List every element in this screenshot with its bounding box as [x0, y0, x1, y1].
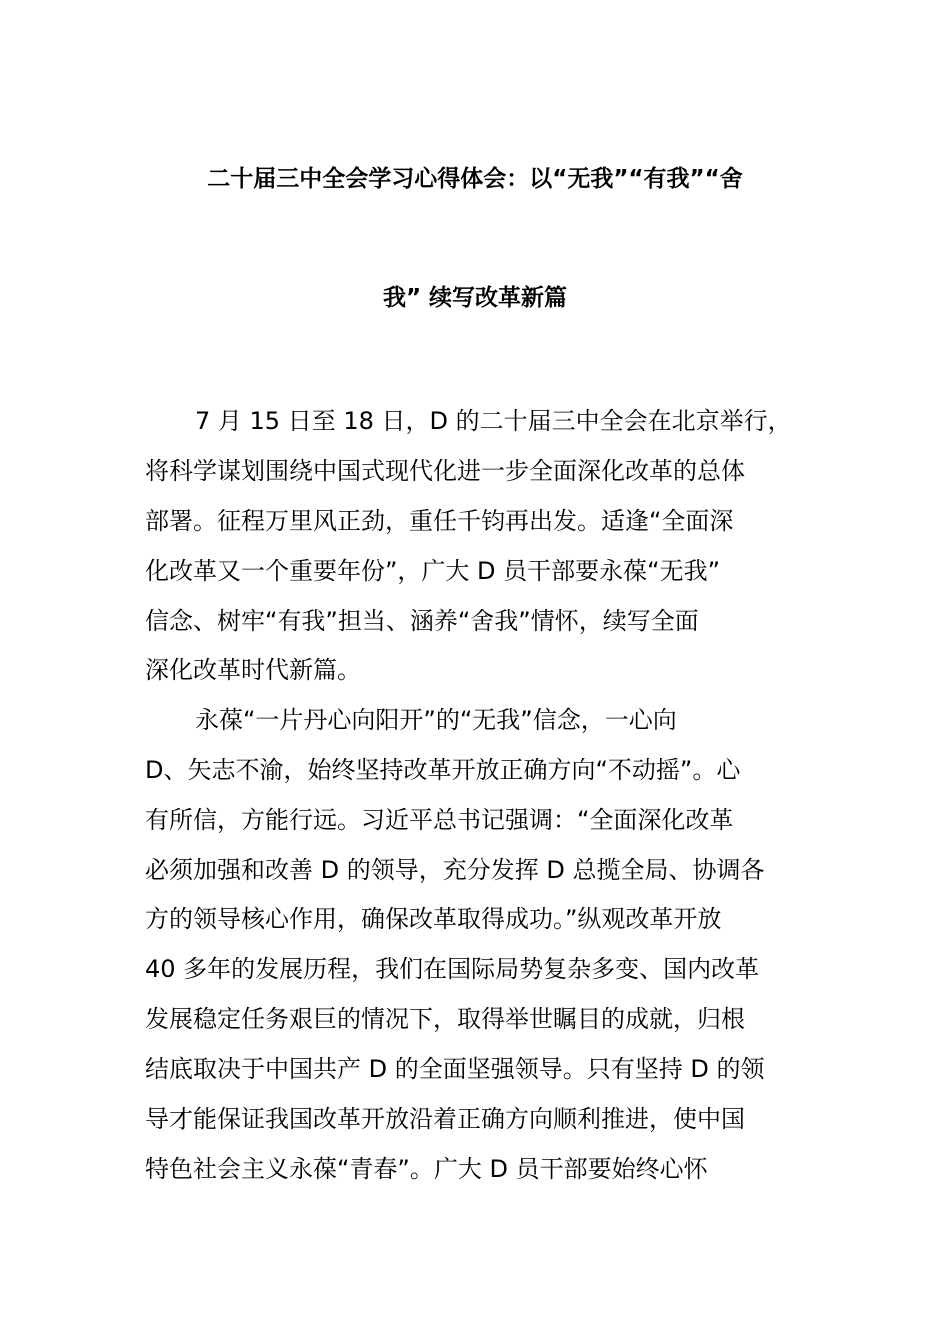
paragraph-2-line-9: 导才能保证我国改革开放沿着正确方向顺利推进，使中国: [145, 1105, 745, 1133]
paragraph-2-line-5: 方的领导核心作用，确保改革取得成功。”纵观改革开放: [145, 905, 722, 933]
paragraph-2-line-10: 特色社会主义永葆“青春”。广大 D 员干部要始终心怀: [145, 1155, 708, 1183]
document-title-line-1: 二十届三中全会学习心得体会：以“无我”“有我”“舍: [207, 166, 743, 192]
paragraph-1-line-6: 深化改革时代新篇。: [145, 656, 361, 684]
paragraph-2-line-6: 40 多年的发展历程，我们在国际局势复杂多变、国内改革: [145, 955, 760, 983]
paragraph-1-line-1: 7 月 15 日至 18 日，D 的二十届三中全会在北京举行，: [195, 407, 792, 435]
paragraph-1-line-3: 部署。征程万里风正劲，重任千钧再出发。适逢“全面深: [145, 507, 734, 535]
paragraph-2-line-4: 必须加强和改善 D 的领导，充分发挥 D 总揽全局、协调各: [145, 856, 765, 884]
paragraph-1-line-4: 化改革又一个重要年份”，广大 D 员干部要永葆“无我”: [145, 557, 721, 585]
paragraph-2-line-3: 有所信，方能行远。习近平总书记强调：“全面深化改革: [145, 806, 734, 834]
paragraph-2-line-8: 结底取决于中国共产 D 的全面坚强领导。只有坚持 D 的领: [145, 1055, 765, 1083]
paragraph-1-line-2: 将科学谋划围绕中国式现代化进一步全面深化改革的总体: [145, 457, 745, 485]
paragraph-2-line-2: D、矢志不渝，始终坚持改革开放正确方向“不动摇”。心: [145, 756, 741, 784]
paragraph-1-line-5: 信念、树牢“有我”担当、涵养“舍我”情怀，续写全面: [145, 607, 699, 635]
document-title-line-2: 我” 续写改革新篇: [382, 285, 568, 311]
paragraph-2-line-1: 永葆“一片丹心向阳开”的“无我”信念，一心向: [195, 706, 677, 734]
paragraph-2-line-7: 发展稳定任务艰巨的情况下，取得举世瞩目的成就，归根: [145, 1005, 745, 1033]
